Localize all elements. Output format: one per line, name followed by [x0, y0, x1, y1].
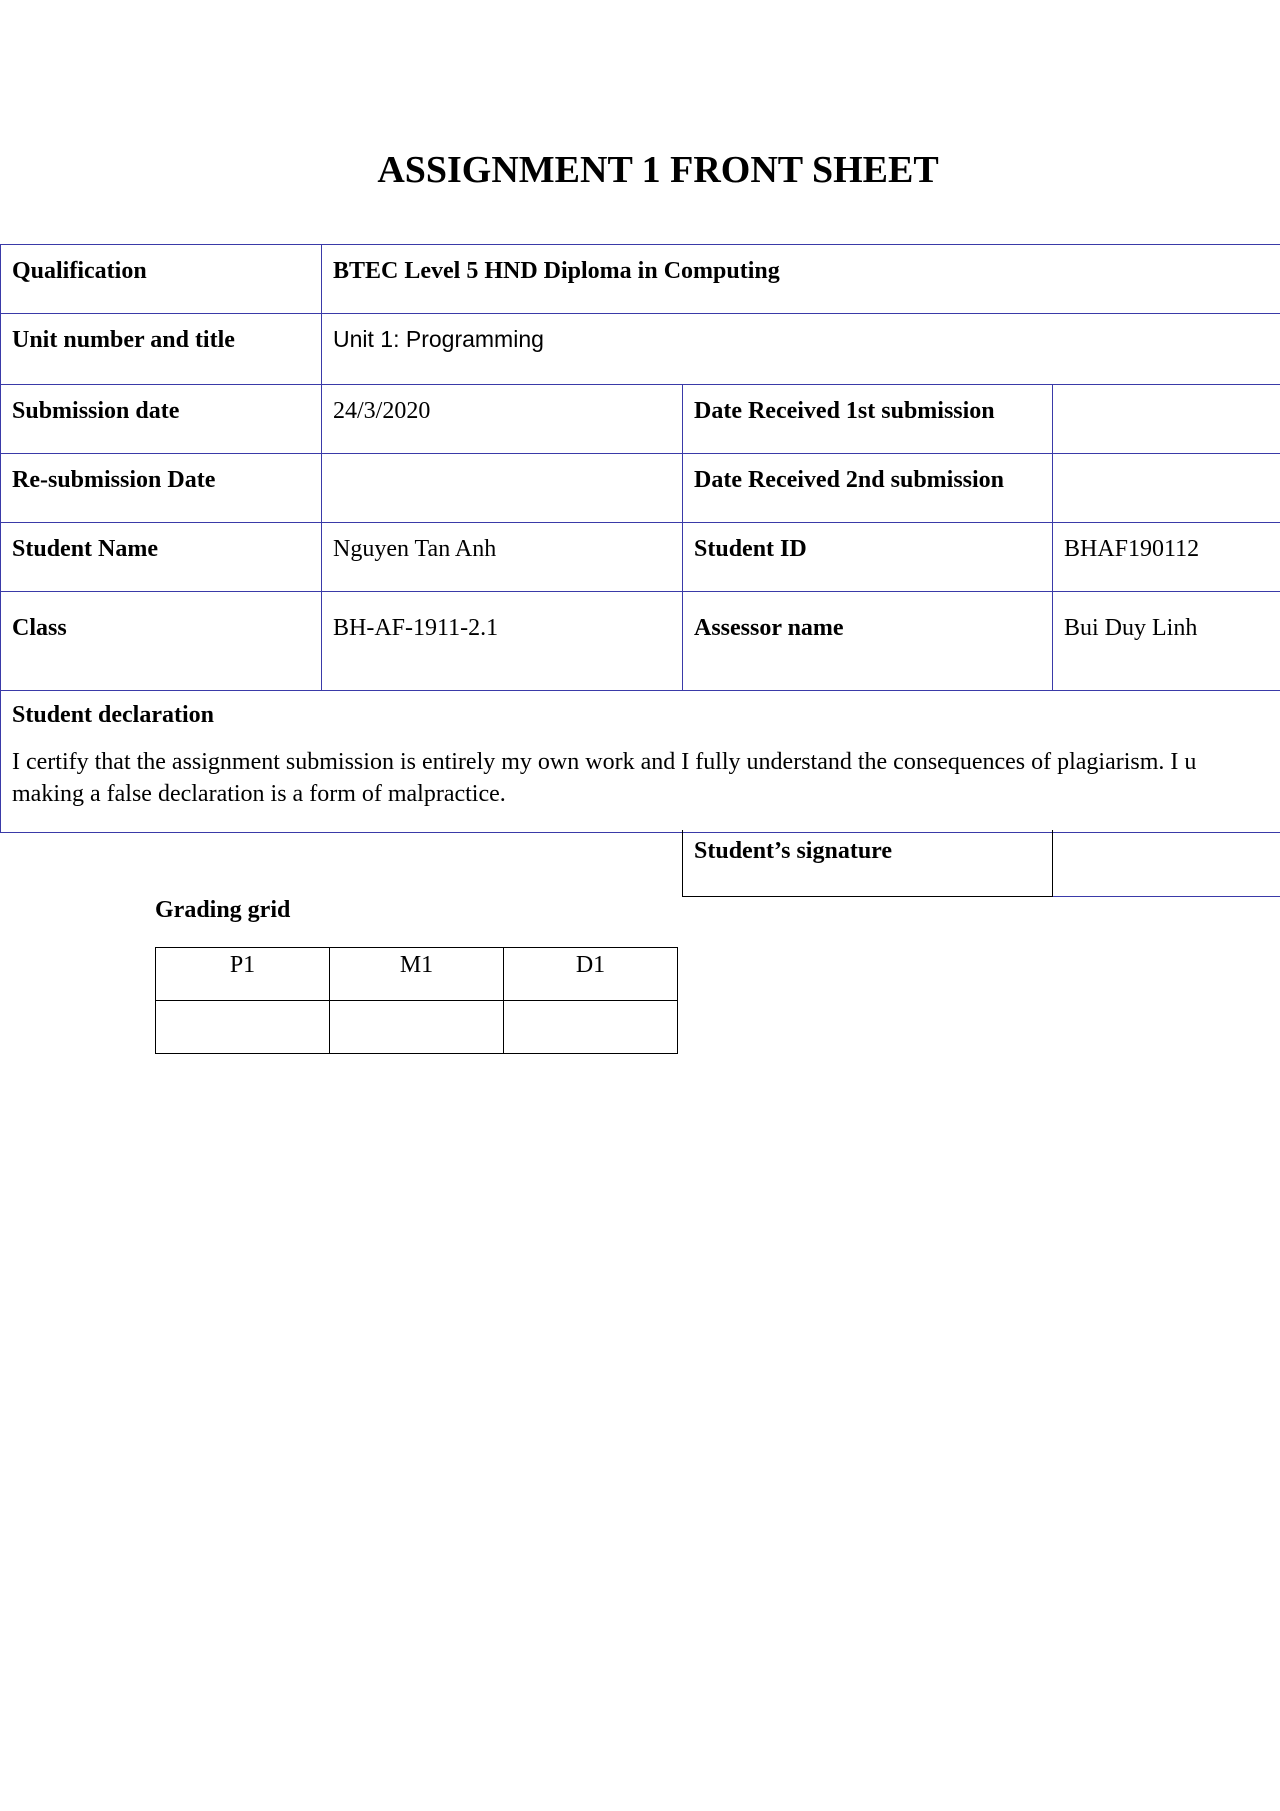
student-name-value: Nguyen Tan Anh	[322, 523, 683, 592]
grading-header-row	[156, 948, 678, 1001]
date-received-2nd-label: Date Received 2nd submission	[683, 454, 1053, 523]
submission-date-value: 24/3/2020	[322, 385, 683, 454]
declaration-cell	[1, 691, 1280, 833]
class-row	[1, 592, 1280, 691]
unit-row	[1, 314, 1280, 385]
date-received-1st-label: Date Received 1st submission	[683, 385, 1053, 454]
submission-date-label: Submission date	[1, 385, 322, 454]
resubmission-row	[1, 454, 1280, 523]
student-row	[1, 523, 1280, 592]
assessor-value: Bui Duy Linh	[1053, 592, 1280, 691]
grading-grid-table	[155, 947, 678, 1054]
grade-header-d1: D1	[504, 948, 678, 1001]
grade-value-m1	[330, 1001, 504, 1054]
page-title: ASSIGNMENT 1 FRONT SHEET	[377, 149, 939, 191]
class-value: BH-AF-1911-2.1	[322, 592, 683, 691]
grade-value-d1	[504, 1001, 678, 1054]
resubmission-date-value	[322, 454, 683, 523]
unit-value: Unit 1: Programming	[322, 314, 1280, 385]
class-label: Class	[1, 592, 322, 691]
submission-row	[1, 385, 1280, 454]
signature-value	[1053, 830, 1280, 897]
resubmission-date-label: Re-submission Date	[1, 454, 322, 523]
qualification-value: BTEC Level 5 HND Diploma in Computing	[322, 245, 1280, 314]
assessor-label: Assessor name	[683, 592, 1053, 691]
signature-table	[682, 830, 1280, 897]
declaration-heading: Student declaration	[12, 702, 215, 728]
grade-header-m1: M1	[330, 948, 504, 1001]
qualification-row	[1, 245, 1280, 314]
student-name-label: Student Name	[1, 523, 322, 592]
student-id-value: BHAF190112	[1053, 523, 1280, 592]
grading-grid-heading: Grading grid	[155, 897, 291, 923]
date-received-2nd-value	[1053, 454, 1280, 523]
student-id-label: Student ID	[683, 523, 1053, 592]
unit-label: Unit number and title	[1, 314, 322, 385]
declaration-text-line-2: making a false declaration is a form of malpractice.	[12, 780, 506, 807]
front-sheet-table	[0, 244, 1280, 833]
declaration-text-line-1: I certify that the assignment submission is entirely my own work and I fully understand the consequences of plagiarism. I u	[12, 748, 1197, 775]
signature-label: Student’s signature	[683, 830, 1053, 897]
grade-header-p1: P1	[156, 948, 330, 1001]
grade-value-p1	[156, 1001, 330, 1054]
date-received-1st-value	[1053, 385, 1280, 454]
grading-value-row	[156, 1001, 678, 1054]
declaration-row	[1, 691, 1280, 833]
signature-row	[683, 830, 1280, 897]
qualification-label: Qualification	[1, 245, 322, 314]
